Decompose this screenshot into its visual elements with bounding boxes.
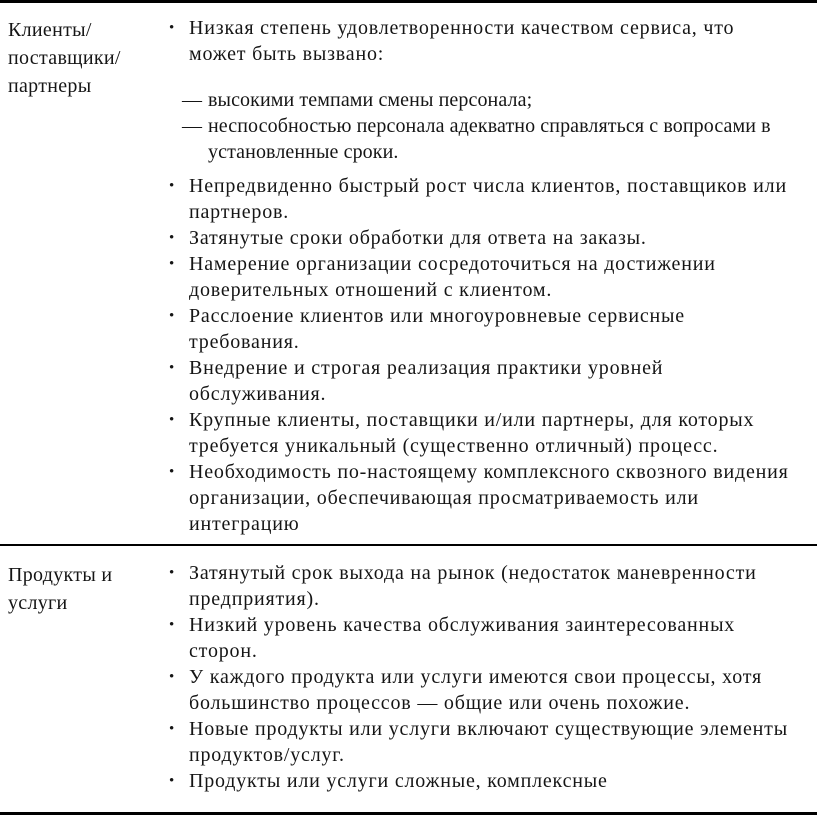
bullet-item [162,407,790,459]
item-text: неспособностью персонала адекватно справляться с вопросами в установленные сроки. [208,115,771,163]
bullet-icon: • [169,178,175,194]
table-row-clients [0,3,817,544]
details-cell [162,15,817,537]
item-text: У каждого продукта или услуги имеются свои процессы, хотя большинство процессов — общие или очень похожие. [189,666,763,714]
details-cell [162,560,817,794]
dash-item [162,113,790,165]
bullet-icon: • [169,773,175,789]
bullet-item [162,716,790,768]
category-line: Продукты и [8,564,113,586]
category-cell [8,560,162,617]
bullet-icon: • [169,669,175,685]
bullet-icon: • [169,360,175,376]
bullet-icon: • [169,721,175,737]
category-line: партнеры [8,75,92,97]
dash-icon: — [182,115,203,137]
category-line: Клиенты/ [8,19,92,41]
bullet-item [162,355,790,407]
item-text: Внедрение и строгая реализация практики уровней обслуживания. [189,357,664,405]
dash-sublist [162,87,790,165]
item-text: Низкая степень удовлетворенности качеством сервиса, что может быть вызвано: [189,17,735,65]
bullet-item [162,768,790,794]
bullet-icon: • [169,256,175,272]
bullet-icon: • [169,412,175,428]
item-text: Новые продукты или услуги включают существующие элементы продуктов/услуг. [189,718,788,766]
item-text: Продукты или услуги сложные, комплексные [189,770,608,792]
bullet-icon: • [169,308,175,324]
bullet-item [162,251,790,303]
bullet-item [162,560,790,612]
category-line: поставщики/ [8,47,121,69]
bullet-icon: • [169,464,175,480]
item-text: Намерение организации сосредоточиться на достижении доверительных отношений с клиентом. [189,253,716,301]
bullet-item [162,459,790,537]
bullet-icon: • [169,20,175,36]
item-text: Расслоение клиентов или многоуровневые сервисные требования. [189,305,685,353]
bullet-item [162,664,790,716]
item-text: Затянутые сроки обработки для ответа на заказы. [189,227,647,249]
category-cell [8,15,162,100]
item-text: Непредвиденно быстрый рост числа клиентов, поставщиков или партнеров. [189,175,787,223]
bullet-icon: • [169,565,175,581]
item-text: Затянутый срок выхода на рынок (недостаток маневренности предприятия). [189,562,757,610]
bullet-item [162,15,790,67]
dash-icon: — [182,89,203,111]
bullet-item [162,612,790,664]
bullet-icon: • [169,617,175,633]
bullet-icon: • [169,230,175,246]
item-text: Крупные клиенты, поставщики и/или партнеры, для которых требуется уникальный (существенно отличный) процесс. [189,409,755,457]
dash-item [162,87,790,113]
bullet-item [162,225,790,251]
item-text: Необходимость по-настоящему комплексного сквозного видения организации, обеспечивающая просматриваемость или интеграцию [189,461,789,535]
bullet-item [162,173,790,225]
table-row-products [0,546,817,812]
item-text: высокими темпами смены персонала; [208,89,533,111]
category-line: услуги [8,592,68,614]
bullet-item [162,303,790,355]
item-text: Низкий уровень качества обслуживания заинтересованных сторон. [189,614,736,662]
